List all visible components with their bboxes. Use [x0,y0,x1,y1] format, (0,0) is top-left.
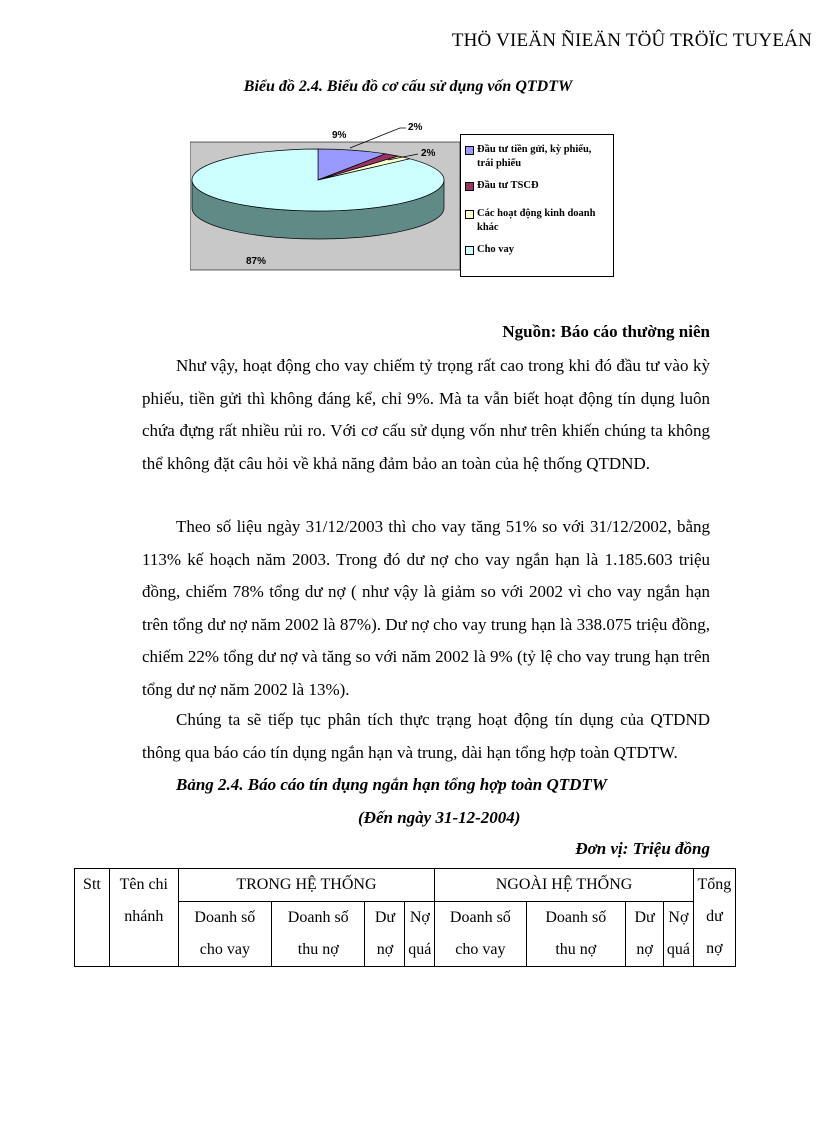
pie-value-label-0: 9% [332,130,347,141]
legend-label: Đầu tư TSCĐ [477,180,539,191]
legend-item [461,179,613,193]
legend-label: Cho vay [477,244,515,255]
page-header: THÖ VIEÄN ÑIEÄN TÖÛ TRÖÏC TUYEÁN [451,30,812,51]
paragraph-2: Theo số liệu ngày 31/12/2003 thì cho vay tăng 51% so với 31/12/2002, bằng 113% kế hoạch năm 2003. Trong đó dư nợ cho vay ngắn hạn là 1.185.603 triệu đồng, chiếm 78% tổng dư nợ ( như vậy là giảm so với 2002 vì cho vay ngắn hạn trên tổng dư nợ năm 2002 là 87%). Dư nợ cho vay trung hạn là 338.075 triệu đồng, chiếm 22% tổng dư nợ và tăng so với năm 2002 là 9% (tỷ lệ cho vay trung hạn trên tổng dư nợ năm 2002 là 13%). [142,517,710,699]
table-caption: Bảng 2.4. Báo cáo tín dụng ngắn hạn tổng hợp toàn QTDTW [176,775,607,794]
header-out-outstanding: Dư nợ [626,902,664,967]
legend-swatch [465,246,474,255]
legend-item [461,243,613,257]
header-group-out: NGOÀI HỆ THỐNG [435,869,694,902]
paragraph-1: Như vậy, hoạt động cho vay chiếm tỷ trọng rất cao trong khi đó đầu tư vào kỳ phiếu, tiền gửi thì không đáng kể, chỉ 9%. Mà ta vẫn biết hoạt động tín dụng luôn chứa đựng rất nhiều rủi ro. Với cơ cấu sử dụng vốn như trên khiến chúng ta không thể không đặt câu hỏi về khả năng đảm bảo an toàn của hệ thống QTDND. [142,356,710,473]
pie-value-label-3: 87% [246,256,267,267]
paragraph-3: Chúng ta sẽ tiếp tục phân tích thực trạng hoạt động tín dụng của QTDND thông qua báo cáo tín dụng ngắn hạn và trung, dài hạn tổng hợp toàn QTDTW. [142,710,710,762]
source-note: Nguồn: Báo cáo thường niên [502,322,710,341]
header-in-overdue: Nợ quá [405,902,435,967]
header-branch: Tên chi nhánh [109,869,178,967]
header-in-loan-sales: Doanh số cho vay [178,902,271,967]
header-in-collection: Doanh số thu nợ [272,902,365,967]
header-stt: Stt [75,869,110,967]
legend-item [461,207,613,235]
chart-caption: Biểu đồ 2.4. Biểu đồ cơ cấu sử dụng vốn QTDTW [243,78,573,95]
header-in-outstanding: Dư nợ [365,902,405,967]
credit-report-table [74,868,736,967]
pie-chart-svg [190,118,460,278]
chart-legend [460,134,614,277]
legend-swatch [465,182,474,191]
pie-value-label-1: 2% [408,122,423,133]
header-out-collection: Doanh số thu nợ [526,902,626,967]
legend-label: Đầu tư tiền gửi, kỳ phiếu, trái phiếu [477,144,592,169]
header-group-in: TRONG HỆ THỐNG [178,869,435,902]
pie-chart [190,118,616,278]
legend-swatch [465,146,474,155]
legend-label: Các hoạt động kinh doanh khác [477,208,596,233]
legend-swatch [465,210,474,219]
header-out-overdue: Nợ quá [664,902,694,967]
header-total: Tổng dư nợ [693,869,735,967]
legend-item [461,143,613,171]
header-out-loan-sales: Doanh số cho vay [435,902,526,967]
table-unit: Đơn vị: Triệu đồng [575,839,710,858]
pie-value-label-2: 2% [421,148,436,159]
table-date: (Đến ngày 31-12-2004) [358,808,521,827]
